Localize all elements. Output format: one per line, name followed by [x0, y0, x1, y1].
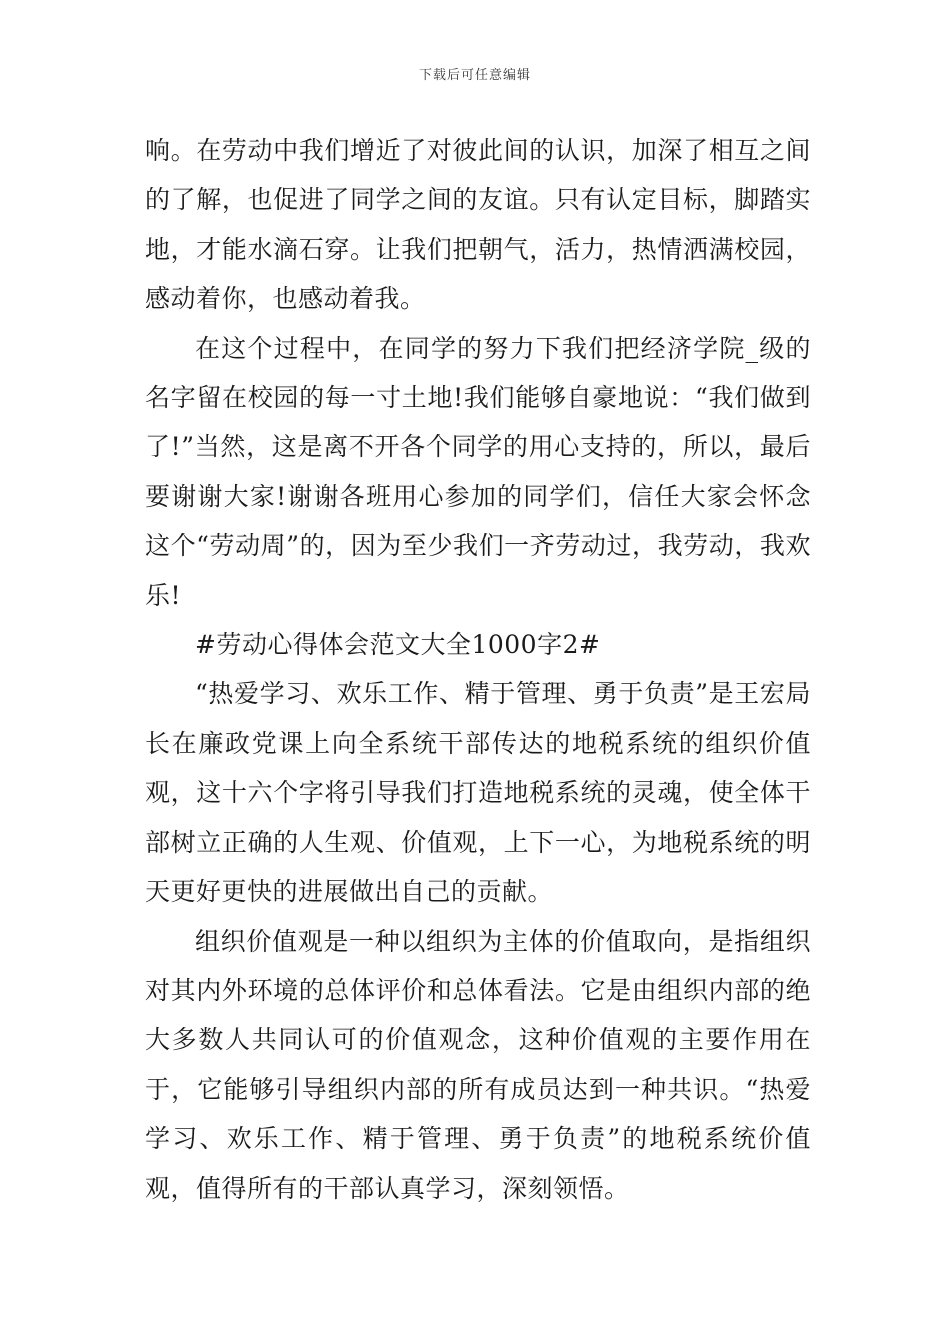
- paragraph-thanks: 在这个过程中，在同学的努力下我们把经济学院_级的名字留在校园的每一寸土地!我们能够自豪地说：“我们做到了!”当然，这是离不开各个同学的用心支持的，所以，最后要谢谢大家!谢谢各班用心参加的同学们，信任大家会怀念这个“劳动周”的，因为至少我们一齐劳动过，我劳动，我欢乐!: [145, 333, 811, 610]
- document-body: [145, 126, 811, 1213]
- section-heading: #劳动心得体会范文大全1000字2#: [195, 630, 601, 660]
- paragraph-organization: 组织价值观是一种以组织为主体的价值取向，是指组织对其内外环境的总体评价和总体看法。它是由组织内部的绝大多数人共同认可的价值观念，这种价值观的主要作用在于，它能够引导组织内部的所有成员达到一种共识。“热爱学习、欢乐工作、精于管理、勇于负责”的地税系统价值观，值得所有的干部认真学习，深刻领悟。: [145, 926, 811, 1203]
- paragraph-continuation: 响。在劳动中我们增近了对彼此间的认识，加深了相互之间的了解，也促进了同学之间的友谊。只有认定目标，脚踏实地，才能水滴石穿。让我们把朝气，活力，热情洒满校园，感动着你，也感动着我。: [145, 136, 811, 314]
- paragraph-values: “热爱学习、欢乐工作、精于管理、勇于负责”是王宏局长在廉政党课上向全系统干部传达的地税系统的组织价值观，这十六个字将引导我们打造地税系统的灵魂，使全体干部树立正确的人生观、价值观，上下一心，为地税系统的明天更好更快的进展做出自己的贡献。: [145, 679, 811, 907]
- header-note: 下载后可任意编辑: [418, 68, 531, 83]
